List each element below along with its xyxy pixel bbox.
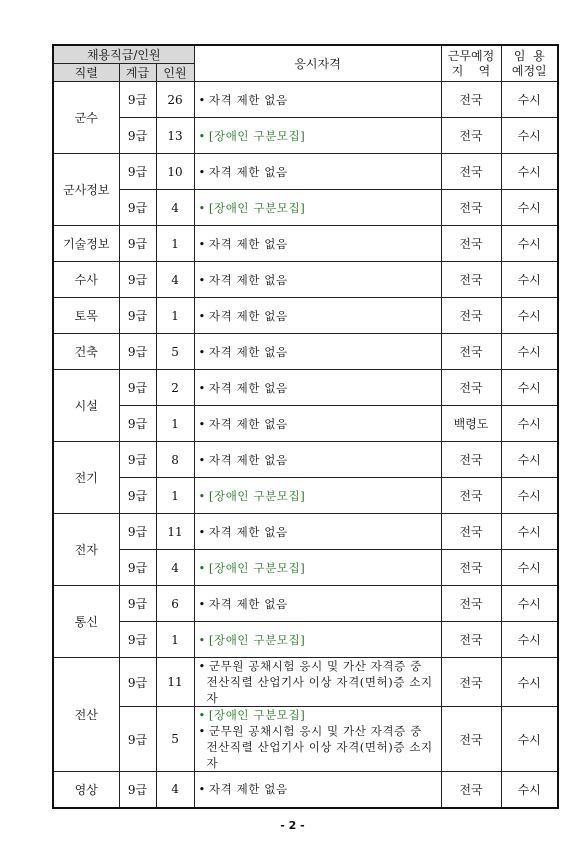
grade-cell: 9급 xyxy=(119,154,156,190)
bullet-icon: • xyxy=(198,92,206,107)
qualification-text: 자격 제한 없음 xyxy=(208,782,288,797)
location-cell: 전국 xyxy=(441,262,501,298)
qualification-text: [장애인 구분모집] xyxy=(208,560,306,575)
table-row xyxy=(53,82,558,118)
qualification-cell xyxy=(194,190,441,226)
bullet-icon: • xyxy=(198,488,206,503)
grade-cell: 9급 xyxy=(119,586,156,622)
appointment-cell: 수시 xyxy=(501,442,558,478)
qualification-text: [장애인 구분모집] xyxy=(208,632,306,647)
location-cell: 전국 xyxy=(441,658,501,707)
count-cell: 1 xyxy=(156,226,194,262)
grade-cell: 9급 xyxy=(119,707,156,772)
appointment-cell: 수시 xyxy=(501,334,558,370)
occupation-cell: 통신 xyxy=(53,586,119,658)
qualification-line xyxy=(199,380,441,396)
grade-cell: 9급 xyxy=(119,622,156,658)
occupation-cell: 수사 xyxy=(53,262,119,298)
bullet-icon: • xyxy=(198,596,206,611)
table-row xyxy=(53,622,558,658)
location-cell: 전국 xyxy=(441,442,501,478)
qualification-cell xyxy=(194,514,441,550)
location-cell: 전국 xyxy=(441,550,501,586)
grade-cell: 9급 xyxy=(119,370,156,406)
qualification-line xyxy=(199,723,441,739)
qualification-line xyxy=(199,416,441,432)
table-row xyxy=(53,442,558,478)
qualification-line xyxy=(199,272,441,288)
qualification-text: 자격 제한 없음 xyxy=(208,308,288,323)
count-cell: 4 xyxy=(156,550,194,586)
header-location: 근무예정 지 역 xyxy=(441,45,501,82)
count-cell: 1 xyxy=(156,478,194,514)
occupation-cell: 기술정보 xyxy=(53,226,119,262)
bullet-icon: • xyxy=(198,128,206,143)
table-row xyxy=(53,370,558,406)
location-cell: 전국 xyxy=(441,772,501,808)
qualification-line xyxy=(199,707,441,723)
bullet-icon: • xyxy=(198,452,206,467)
grade-cell: 9급 xyxy=(119,658,156,707)
qualification-text: 자격 제한 없음 xyxy=(208,416,288,431)
bullet-icon: • xyxy=(198,632,206,647)
qualification-cell xyxy=(194,334,441,370)
qualification-line xyxy=(199,739,441,771)
count-cell: 1 xyxy=(156,406,194,442)
table-row xyxy=(53,118,558,154)
qualification-text: 자격 제한 없음 xyxy=(208,524,288,539)
table-row xyxy=(53,707,558,772)
location-cell: 전국 xyxy=(441,586,501,622)
header-grade: 계급 xyxy=(119,64,156,82)
occupation-cell: 건축 xyxy=(53,334,119,370)
appointment-cell: 수시 xyxy=(501,772,558,808)
bullet-icon: • xyxy=(198,560,206,575)
qualification-cell xyxy=(194,82,441,118)
count-cell: 1 xyxy=(156,622,194,658)
qualification-text: 군무원 공채시험 응시 및 가산 자격증 중 xyxy=(208,724,422,738)
table-row xyxy=(53,154,558,190)
qualification-cell xyxy=(194,772,441,808)
appointment-cell: 수시 xyxy=(501,226,558,262)
grade-cell: 9급 xyxy=(119,772,156,808)
qualification-text: 자격 제한 없음 xyxy=(208,596,288,611)
qualification-line xyxy=(199,344,441,360)
appointment-cell: 수시 xyxy=(501,118,558,154)
location-cell: 전국 xyxy=(441,478,501,514)
qualification-cell xyxy=(194,622,441,658)
table-row xyxy=(53,334,558,370)
bullet-icon: • xyxy=(198,659,206,673)
qualification-text: 자격 제한 없음 xyxy=(208,236,288,251)
count-cell: 26 xyxy=(156,82,194,118)
grade-cell: 9급 xyxy=(119,550,156,586)
qualification-cell xyxy=(194,118,441,154)
table-row xyxy=(53,550,558,586)
grade-cell: 9급 xyxy=(119,478,156,514)
table-row xyxy=(53,772,558,808)
qualification-text: [장애인 구분모집] xyxy=(208,488,306,503)
bullet-icon: • xyxy=(198,164,206,179)
bullet-icon: • xyxy=(198,344,206,359)
header-qualification: 응시자격 xyxy=(194,45,441,82)
bullet-icon: • xyxy=(198,724,206,738)
appointment-cell: 수시 xyxy=(501,622,558,658)
qualification-line xyxy=(199,128,441,144)
table-body xyxy=(53,82,558,808)
appointment-cell: 수시 xyxy=(501,478,558,514)
table-row xyxy=(53,298,558,334)
location-cell: 전국 xyxy=(441,334,501,370)
count-cell: 6 xyxy=(156,586,194,622)
bullet-icon: • xyxy=(198,708,206,722)
qualification-line xyxy=(199,674,441,706)
appointment-cell: 수시 xyxy=(501,190,558,226)
location-cell: 백령도 xyxy=(441,406,501,442)
count-cell: 1 xyxy=(156,298,194,334)
qualification-cell xyxy=(194,154,441,190)
location-cell: 전국 xyxy=(441,298,501,334)
location-cell: 전국 xyxy=(441,370,501,406)
count-cell: 10 xyxy=(156,154,194,190)
header-count: 인원 xyxy=(156,64,194,82)
appointment-cell: 수시 xyxy=(501,406,558,442)
location-cell: 전국 xyxy=(441,118,501,154)
qualification-cell xyxy=(194,707,441,772)
recruitment-table xyxy=(52,44,559,809)
qualification-line xyxy=(199,488,441,504)
qualification-cell xyxy=(194,550,441,586)
bullet-icon: • xyxy=(198,416,206,431)
appointment-cell: 수시 xyxy=(501,707,558,772)
qualification-text: 자격 제한 없음 xyxy=(208,380,288,395)
occupation-cell: 토목 xyxy=(53,298,119,334)
qualification-cell xyxy=(194,298,441,334)
appointment-cell: 수시 xyxy=(501,154,558,190)
bullet-icon: • xyxy=(198,380,206,395)
count-cell: 11 xyxy=(156,514,194,550)
grade-cell: 9급 xyxy=(119,190,156,226)
grade-cell: 9급 xyxy=(119,118,156,154)
qualification-text: 자격 제한 없음 xyxy=(208,164,288,179)
bullet-icon: • xyxy=(198,308,206,323)
bullet-icon: • xyxy=(198,524,206,539)
appointment-cell: 수시 xyxy=(501,298,558,334)
qualification-line xyxy=(199,164,441,180)
qualification-text: 자격 제한 없음 xyxy=(208,92,288,107)
appointment-cell: 수시 xyxy=(501,262,558,298)
qualification-line xyxy=(199,308,441,324)
qualification-line xyxy=(199,452,441,468)
grade-cell: 9급 xyxy=(119,334,156,370)
bullet-icon: • xyxy=(198,782,206,797)
location-cell: 전국 xyxy=(441,514,501,550)
qualification-text: [장애인 구분모집] xyxy=(208,200,306,215)
qualification-line xyxy=(199,632,441,648)
appointment-cell: 수시 xyxy=(501,514,558,550)
qualification-line xyxy=(199,658,441,674)
qualification-cell xyxy=(194,226,441,262)
grade-cell: 9급 xyxy=(119,82,156,118)
occupation-cell: 전산 xyxy=(53,658,119,772)
count-cell: 4 xyxy=(156,262,194,298)
qualification-cell xyxy=(194,370,441,406)
table-row xyxy=(53,586,558,622)
qualification-line xyxy=(199,781,441,797)
qualification-line xyxy=(199,236,441,252)
bullet-icon: • xyxy=(198,200,206,215)
qualification-line xyxy=(199,560,441,576)
grade-cell: 9급 xyxy=(119,406,156,442)
count-cell: 5 xyxy=(156,707,194,772)
occupation-cell: 영상 xyxy=(53,772,119,808)
grade-cell: 9급 xyxy=(119,442,156,478)
location-cell: 전국 xyxy=(441,82,501,118)
location-cell: 전국 xyxy=(441,226,501,262)
qualification-line xyxy=(199,92,441,108)
qualification-text: 전산직렬 산업기사 이상 자격(면허)증 소지자 xyxy=(206,740,433,770)
table-row xyxy=(53,190,558,226)
count-cell: 11 xyxy=(156,658,194,707)
location-cell: 전국 xyxy=(441,707,501,772)
qualification-cell xyxy=(194,262,441,298)
bullet-icon: • xyxy=(198,236,206,251)
bullet-icon: • xyxy=(198,272,206,287)
grade-cell: 9급 xyxy=(119,226,156,262)
location-cell: 전국 xyxy=(441,154,501,190)
appointment-cell: 수시 xyxy=(501,82,558,118)
appointment-cell: 수시 xyxy=(501,586,558,622)
grade-cell: 9급 xyxy=(119,262,156,298)
table-row xyxy=(53,226,558,262)
count-cell: 5 xyxy=(156,334,194,370)
location-cell: 전국 xyxy=(441,622,501,658)
table-row xyxy=(53,658,558,707)
appointment-cell: 수시 xyxy=(501,658,558,707)
count-cell: 2 xyxy=(156,370,194,406)
qualification-cell xyxy=(194,586,441,622)
count-cell: 13 xyxy=(156,118,194,154)
count-cell: 4 xyxy=(156,190,194,226)
occupation-cell: 전기 xyxy=(53,442,119,514)
qualification-text: 자격 제한 없음 xyxy=(208,272,288,287)
table-row xyxy=(53,514,558,550)
qualification-text: [장애인 구분모집] xyxy=(208,128,306,143)
page-number: - 2 - xyxy=(280,819,305,832)
qualification-line xyxy=(199,200,441,216)
qualification-line xyxy=(199,596,441,612)
occupation-cell: 전자 xyxy=(53,514,119,586)
occupation-cell: 군사정보 xyxy=(53,154,119,226)
header-group: 채용직급/인원 xyxy=(53,45,194,64)
location-cell: 전국 xyxy=(441,190,501,226)
qualification-text: [장애인 구분모집] xyxy=(208,708,306,722)
qualification-text: 전산직렬 산업기사 이상 자격(면허)증 소지자 xyxy=(206,675,433,705)
header-appointment: 임 용 예정일 xyxy=(501,45,558,82)
grade-cell: 9급 xyxy=(119,298,156,334)
table-row xyxy=(53,406,558,442)
qualification-cell xyxy=(194,658,441,707)
qualification-text: 자격 제한 없음 xyxy=(208,344,288,359)
appointment-cell: 수시 xyxy=(501,370,558,406)
occupation-cell: 시설 xyxy=(53,370,119,442)
grade-cell: 9급 xyxy=(119,514,156,550)
table-row xyxy=(53,262,558,298)
occupation-cell: 군수 xyxy=(53,82,119,154)
header-occupation: 직렬 xyxy=(53,64,119,82)
count-cell: 4 xyxy=(156,772,194,808)
qualification-cell xyxy=(194,406,441,442)
qualification-text: 자격 제한 없음 xyxy=(208,452,288,467)
appointment-cell: 수시 xyxy=(501,550,558,586)
table-row xyxy=(53,478,558,514)
count-cell: 8 xyxy=(156,442,194,478)
qualification-text: 군무원 공채시험 응시 및 가산 자격증 중 xyxy=(208,659,422,673)
qualification-cell xyxy=(194,442,441,478)
qualification-cell xyxy=(194,478,441,514)
qualification-line xyxy=(199,524,441,540)
